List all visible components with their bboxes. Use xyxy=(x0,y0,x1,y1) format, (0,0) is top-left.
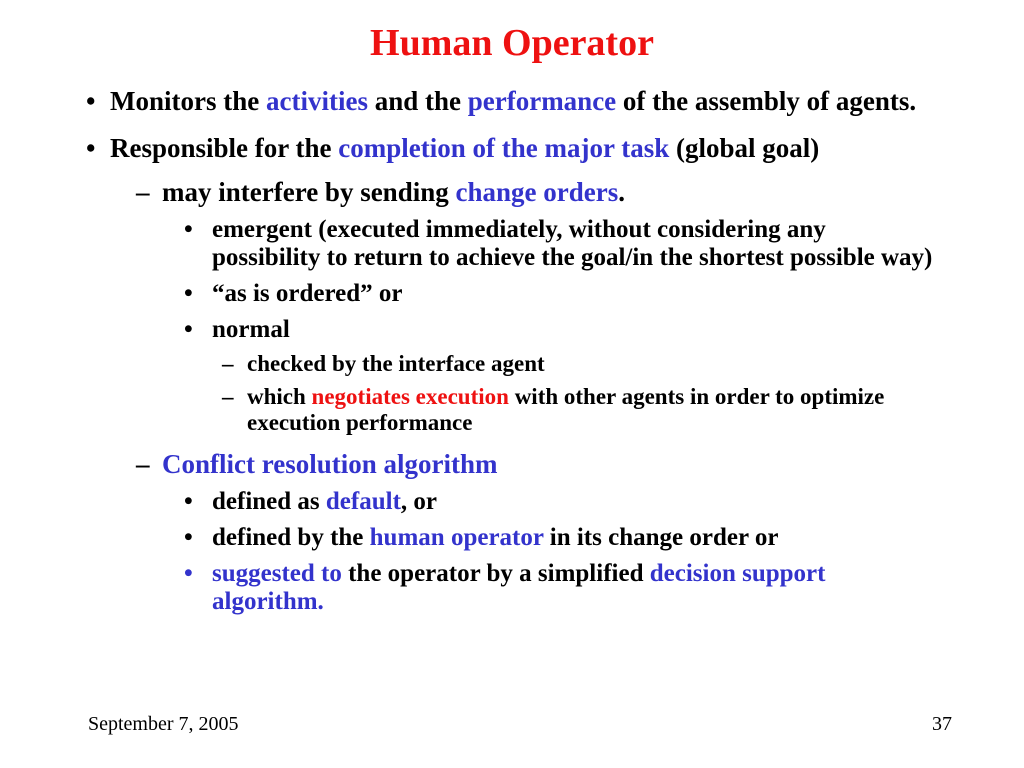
list-item-text xyxy=(212,216,934,272)
list-item xyxy=(0,86,934,117)
list-item-text xyxy=(162,449,934,480)
text-segment: Monitors the xyxy=(110,85,266,116)
list-item xyxy=(0,216,934,272)
text-segment: the operator by a simplified xyxy=(348,559,650,587)
list-item-text xyxy=(212,316,934,344)
text-segment: with other agents in order to optimize execution performance xyxy=(247,383,885,435)
text-segment: , or xyxy=(400,487,438,515)
text-segment: of the assembly of agents xyxy=(616,85,910,116)
text-segment: in its change order or xyxy=(543,523,779,551)
list-item-text xyxy=(247,351,934,377)
text-segment: which xyxy=(247,383,312,409)
bullet-marker: • xyxy=(86,132,96,163)
bullet-marker: • xyxy=(184,487,193,515)
bullet-marker: • xyxy=(184,315,193,343)
text-segment: emergent (executed immediately, without considering any possibility to return to achieve the goal/in the shortest possible way) xyxy=(212,215,933,271)
list-item xyxy=(0,351,934,377)
text-segment: defined by the xyxy=(212,523,370,551)
list-item xyxy=(0,384,934,436)
list-item-text xyxy=(212,280,934,308)
bullet-marker: • xyxy=(184,559,193,587)
text-segment: defined as xyxy=(212,487,326,515)
list-item xyxy=(0,560,934,616)
list-item-text xyxy=(247,384,934,436)
list-item xyxy=(0,524,934,552)
emphasis-segment: performance xyxy=(467,85,617,116)
emphasis-segment: default xyxy=(325,487,401,515)
list-item-text xyxy=(110,86,934,117)
text-segment: “as is ordered” or xyxy=(212,279,403,307)
dash-marker: – xyxy=(222,350,234,376)
page-number: 37 xyxy=(932,713,952,735)
list-item-text xyxy=(110,133,934,164)
text-segment: Responsible for the xyxy=(110,132,339,163)
text-segment: normal xyxy=(212,315,290,343)
list-item xyxy=(0,177,934,208)
text-segment: checked by the interface agent xyxy=(247,350,545,376)
emphasis-segment: human operator xyxy=(369,523,544,551)
footer-date: September 7, 2005 xyxy=(88,713,239,735)
bullet-marker: • xyxy=(184,279,193,307)
slide-title: Human Operator xyxy=(370,22,654,64)
text-segment: and the xyxy=(367,85,468,116)
emphasis-segment: activities xyxy=(265,85,368,116)
dash-marker: – xyxy=(222,383,234,409)
text-segment: . xyxy=(909,85,917,116)
bullet-marker: • xyxy=(86,85,96,116)
bullet-list xyxy=(0,86,1024,616)
bullet-marker: • xyxy=(184,215,193,243)
dash-marker: – xyxy=(136,448,150,479)
emphasis-segment: completion of the major task xyxy=(338,132,670,163)
emphasis-segment: decision support algorithm. xyxy=(212,559,826,615)
bullet-marker: • xyxy=(184,523,193,551)
text-segment: may interfere by sending xyxy=(162,176,456,207)
list-item xyxy=(0,488,934,516)
list-item xyxy=(0,133,934,164)
list-item xyxy=(0,316,934,344)
text-segment: . xyxy=(618,176,625,207)
emphasis-segment: negotiates execution xyxy=(311,383,509,409)
list-item xyxy=(0,449,934,480)
dash-marker: – xyxy=(136,176,150,207)
emphasis-segment: change orders xyxy=(455,176,619,207)
emphasis-segment: suggested to xyxy=(212,559,349,587)
emphasis-segment: Conflict resolution algorithm xyxy=(162,448,498,479)
list-item-text xyxy=(162,177,934,208)
list-item-text xyxy=(212,560,934,616)
list-item-text xyxy=(212,524,934,552)
text-segment: (global goal) xyxy=(669,132,820,163)
list-item xyxy=(0,280,934,308)
list-item-text xyxy=(212,488,934,516)
